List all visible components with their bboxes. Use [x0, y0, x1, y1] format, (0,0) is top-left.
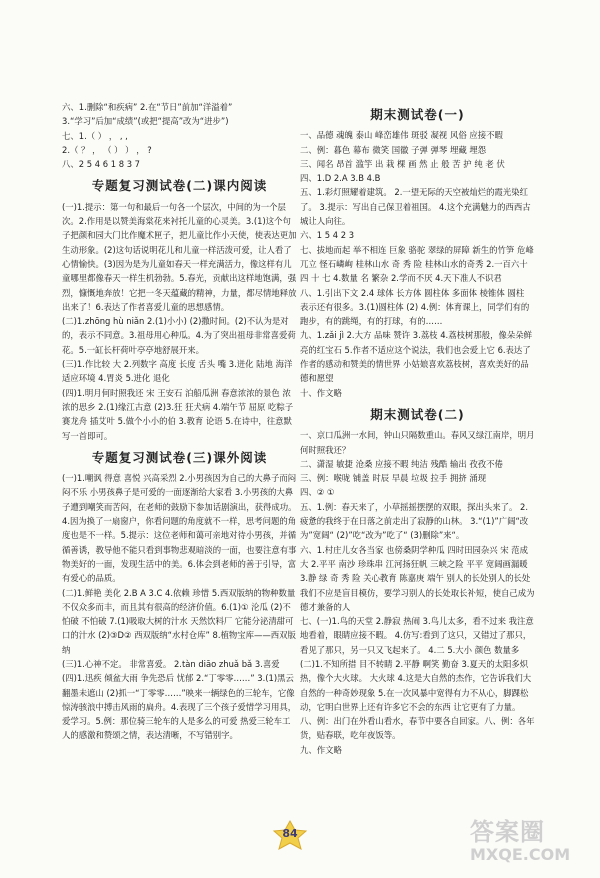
final1-para-6: 六、1 5 4 2 3 [300, 230, 355, 241]
page-number: 84 [282, 827, 298, 840]
final2-para-9: 九、作文略 [300, 744, 342, 755]
review3-para-4: (四)1.迅疾 倾盆大雨 争先恐后 忧郁 2.“丁零零……” 3.(1)黑云翻墨未遮山 (2)抓一“丁零零……”映来一辆绿色的三轮车，它像惊涛骇浪中搏击风雨的扁舟。4.表现了三个孩子爱惜学习用具，爱学习。5.例：那位骑三轮车的人是多么的可爱 热爱三轮车工人的感激和赞颂之情，表达清晰，不写错别字。 [62, 673, 297, 741]
section-title-review-3: 专题复习测试卷(三)课外阅读 [91, 449, 268, 465]
review2-para-3: (三)1.作比较 大 2.列数字 高度 长度 舌头 嘴 3.迸化 陆地 海洋 适应环境 4.胃炎 5.进化 退化 [62, 359, 293, 384]
intro-line-3: 七、1.（ ） ， , , [62, 130, 128, 141]
intro-line-5: 八、2 5 4 6 1 8 3 7 [62, 159, 141, 170]
final1-para-4: 四、1.D 2.A 3.B 4.B [300, 173, 381, 184]
review3-para-1: (一)1.嘲讽 得意 喜悦 兴高采烈 2.小男孩因为自己的大鼻子而闷闷不乐 小男孩鼻子是可爱的一面逐渐给大家看 3.小男孩的大鼻子遭到嘲笑而苦闷，在老师的鼓励下参加话剧演出，获得成功。4.因为换了一扇窗户，你看问题的角度就不一样，思考问题的角度也是不一样。5.提示：这位老师和蔼可亲地对待小男孩，并循循善诱，教导他不能只看到事物悲观暗淡的一面，也要注意有事物美好的一面，发现生活中的美。6.体会到老师的善于引导，富有爱心的品质。 [62, 473, 297, 584]
final1-para-7: 七、拔地而起 举不相连 巨象 骆驼 翠绿的屏障 新生的竹笋 危峰兀立 怪石嶙峋 桂林山水 奇 秀 险 桂林山水的奇秀 2.一百六十四 十 七 4.数量 名 繁杂 2.学而不厌 4.天下准人不识君 [300, 244, 534, 284]
right-column [300, 100, 535, 757]
final2-para-5: 五、1.例：春天来了，小草摇摇摆摆的双眼，探出头来了。 2.疲惫的我终于在日落之前走出了寂静的山林。 3.“(1)”广阔“改为”宽阔“ (2)”吃“改为”吃了“ (3)删除”来“。 [300, 501, 529, 541]
final1-para-1: 一、品德 魂魄 泰山 峰峦雄伟 斑驳 凝视 风俗 应接不暇 [300, 130, 503, 141]
final1-para-8: 八、1.引出下文 2.4 球体 长方体 圆柱体 多面体 棱锥体 圆柱 表示还有很多。3.(1)圆柱体 (2) 4.例：体育课上，同学们有的跑步，有的跳绳，有的打球，有的…… [300, 287, 530, 327]
left-column [62, 100, 297, 743]
page-number-badge [270, 820, 310, 850]
final2-para-2: 二、潇湿 敏捷 沧桑 应接不暇 纯洁 残酷 输出 孜孜不倦 [300, 458, 503, 469]
final2-para-6: 六、1.村庄儿女各当家 也傍桑阴学种瓜 四时田园杂兴 宋 范成大 2.平平 南沙 珍珠串 江河扬狂帆 三峡之险 平平 宽阔画漏暖 3.静 绿 奇 秀 险 关心教育 陈嘉庚 端午 别人的长处别人的长处 我们不应是盲目模仿，要学习别人的长处取长补短，使自己成为德才兼备的人 [300, 544, 535, 612]
final2-para-7: 七、(一)1.鸟的天堂 2.静寂 热闹 3.鸟儿太多，看不过来 我注意地看着，眼睛应接不暇。 4.仿写:看到了这只，又错过了那只，看见了那只，另一只又飞起来了。 4.二 5.大小 颜色 数量多 (二)1.不知所措 目不转睛 2.平静 啊笑 勤奋 3.夏天的太阳多炽热，像个大火球。 大火球 4.这是大自然的杰作，它告诉我们大自然的一种奇妙现象 5.在一次风暴中宽得有力不从心，脚踝松动，它明白世界上还有许多它不会的东西 让它更有了力量。 [300, 616, 534, 712]
section-title-final-2: 期末测试卷(二) [370, 406, 465, 422]
final1-para-9: 九、1.zǎi jì 2.大方 品味 赞许 3.荔枝 4.荔枝树那般，像朵朵鲜亮的红宝石 5.作者不适应这个说法，我们也会爱上它 6.表达了作者的感动和赞美的情世界 小姑娘喜欢荔枝树，喜欢美好的品德和愿望 [300, 330, 532, 384]
watermark-line-2: MXQE.COM [470, 845, 571, 864]
intro-line-1: 六、1.删除“和疾病” 2.在“节日”前加“洋溢着” [62, 102, 233, 112]
final1-para-10: 十、作文略 [300, 387, 342, 398]
final1-para-3: 三、闻名 昂首 滥竽 出 栽 棵 画 然 止 般 苦 护 纯 老 伏 [300, 158, 505, 169]
intro-line-4: 2.（ ？ ， （ ） ） ， ? [62, 144, 152, 155]
section-title-review-2: 专题复习测试卷(二)课内阅读 [91, 178, 268, 194]
review2-para-4: (四)1.明月何时照我还 宋 王安石 泊船瓜洲 春意浓浓的景色 浓浓的思乡 2.(1)缘江古意 (2)3.狂 狂犬病 4.端午节 屈原 吃粽子 赛龙舟 插艾叶 5.做个小小的伯 3.教育 论语 5.在诗中，往意默写一首即可。 [62, 387, 294, 441]
review2-para-2: (二)1.zhōng hù niǎn 2.(1)小小) (2)撒时间。(2)不认为是对的，表示不同意。3.祖母用心种瓜。4.为了突出祖母非常喜爱荷花。5.一缸长杆荷叶亭亭地舒展开来。 [62, 316, 296, 355]
final2-para-1: 一、京口瓜洲一水间，钟山只隔数重山。春风又绿江南岸，明月何时照我还？ [300, 430, 535, 455]
section-title-final-1: 期末测试卷(一) [370, 107, 465, 122]
final2-para-8: 八、例：出门在外看山看水，春节中要各自回家。八、例：各年货，贴春联，吃年夜饭等。 [300, 716, 535, 741]
final2-para-4: 四、② ① [300, 487, 335, 498]
final1-para-5: 五、1.彩灯照耀着建筑。 2.一望无际的天空被灿烂的霞光染红了。 3.提示：写出自己保卫着祖国。 4.这个充满魅力的西西古城让人向往。 [300, 187, 531, 227]
final1-para-2: 二、例：暮色 幕布 微笑 国徽 子弹 弹琴 埋藏 埋怨 [300, 144, 487, 155]
watermark [470, 812, 595, 872]
intro-line-2: 3.“学习”后加“成绩”(或把“提高”改为“进步”) [62, 116, 229, 127]
review2-para-1: (一)1.提示：第一句和最后一句各一个层次，中间的为一个层次。2.作用是以赞美海棠花来衬托儿童的心灵美。3.(1)这个句子把颜和园大门比作魔术匣子，把儿童比作小天使，使表达更加生动形象。(2)这句话说明花儿和儿童一样活泼可爱，让人看了心情愉快。(3)因为是为儿童如春天一样充满活力，像这样有儿童哪里都像春天一样生机勃勃。5.春光，贡献出这样地饱满，强烈，慷慨地奔放！它把一冬天蕴藏的精神，力量，都尽情地释放出来了！6.表达了作者喜爱儿童的思想感情。 [62, 201, 297, 312]
review3-para-2: (二)1.鲜艳 美化 2.B A 3.C 4.依赖 珍惜 5.西双版纳的物种数量不仅众多而丰，而且其有很高的经济价值。6.(1)① 沦瓜 (2)不怕破 不怕破 7.(1)吸取大树的汁水 天然饮料厂 它能分泌清甜可口的汁水 (2)③D② 西双版纳“水村仓库” 8.植物宝库——西双版纳 [62, 587, 296, 655]
final2-para-3: 三、例：喉咙 铺盖 时辰 早晨 垃圾 拉手 拥挤 涌现 [300, 473, 487, 484]
review3-para-3: (三)1.心神不定。 非常喜爱。 2.tàn diāo zhuǎ bǎ 3.喜爱 [62, 658, 280, 669]
watermark-line-1: 答案圈 [470, 818, 545, 846]
